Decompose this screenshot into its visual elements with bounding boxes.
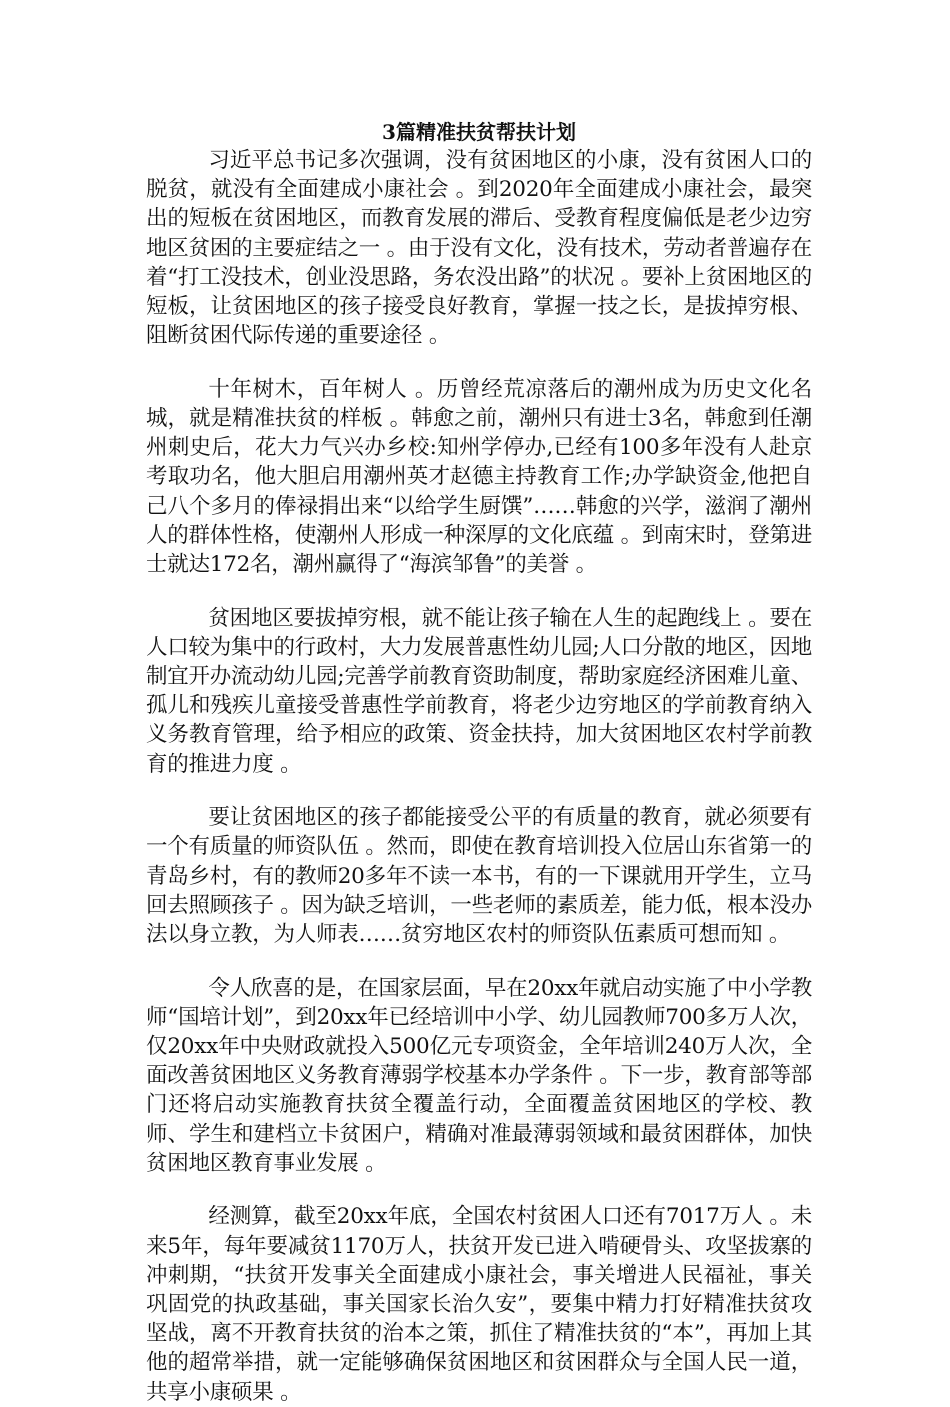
paragraph-3: 贫困地区要拔掉穷根，就不能让孩子输在人生的起跑线上 。要在人口较为集中的行政村，大力发展普惠性幼儿园;人口分散的地区，因地制宜开办流动幼儿园;完善学前教育资助制度，帮助家庭经济困难儿童、孤儿和残疾儿童接受普惠性学前教育，将老少边穷地区的学前教育纳入义务教育管理，给予相应的政策、资金扶持，加大贫困地区农村学前教育的推进力度 。 — [146, 605, 812, 777]
document-body — [146, 118, 812, 1407]
paragraph-2: 十年树木，百年树人 。历曾经荒凉落后的潮州成为历史文化名城，就是精准扶贫的样板 。韩愈之前，潮州只有进士3名，韩愈到任潮州刺史后，花大力气兴办乡校:知州学停办,已经有100多年没有人赴京考取功名，他大胆启用潮州英才赵德主持教育工作;办学缺资金,他把自己八个多月的俸禄捐出来“以给学生厨馔”……韩愈的兴学，滋润了潮州人的群体性格，使潮州人形成一种深厚的文化底蕴 。到南宋时，登第进士就达172名，潮州赢得了“海滨邹鲁”的美誉 。 — [146, 376, 812, 578]
document-title: 3篇精准扶贫帮扶计划 — [382, 120, 576, 144]
paragraph-5: 令人欣喜的是，在国家层面，早在20xx年就启动实施了中小学教师“国培计划”，到20xx年已经培训中小学、幼儿园教师700多万人次，仅20xx年中央财政就投入500亿元专项资金，全年培训240万人次，全面改善贫困地区义务教育薄弱学校基本办学条件 。下一步，教育部等部门还将启动实施教育扶贫全覆盖行动，全面覆盖贫困地区的学校、教师、学生和建档立卡贫困户，精确对准最薄弱领域和最贫困群体，加快贫困地区教育事业发展 。 — [146, 975, 812, 1176]
paragraph-4: 要让贫困地区的孩子都能接受公平的有质量的教育，就必须要有一个有质量的师资队伍 。然而，即使在教育培训投入位居山东省第一的青岛乡村，有的教师20多年不读一本书，有的一下课就用开学生，立马回去照顾孩子 。因为缺乏培训，一些老师的素质差，能力低，根本没办法以身立教，为人师表……贫穷地区农村的师资队伍素质可想而知 。 — [146, 805, 812, 948]
paragraph-6: 经测算，截至20xx年底，全国农村贫困人口还有7017万人 。未来5年，每年要减贫1170万人，扶贫开发已进入啃硬骨头、攻坚拔寨的冲刺期，“扶贫开发事关全面建成小康社会，事关增进人民福祉，事关巩固党的执政基础，事关国家长治久安”，要集中精力打好精准扶贫攻坚战，离不开教育扶贫的治本之策，抓住了精准扶贫的“本”，再加上其他的超常举措，就一定能够确保贫困地区和贫困群众与全国人民一道，共享小康硕果 。 — [146, 1204, 812, 1405]
paragraph-1: 习近平总书记多次强调，没有贫困地区的小康，没有贫困人口的脱贫，就没有全面建成小康社会 。到2020年全面建成小康社会，最突出的短板在贫困地区，而教育发展的滞后、受教育程度偏低是老少边穷地区贫困的主要症结之一 。由于没有文化，没有技术，劳动者普遍存在着“打工没技术，创业没思路，务农没出路”的状况 。要补上贫困地区的短板，让贫困地区的孩子接受良好教育，掌握一技之长，是拔掉穷根、阻断贫困代际传递的重要途径 。 — [146, 148, 812, 349]
